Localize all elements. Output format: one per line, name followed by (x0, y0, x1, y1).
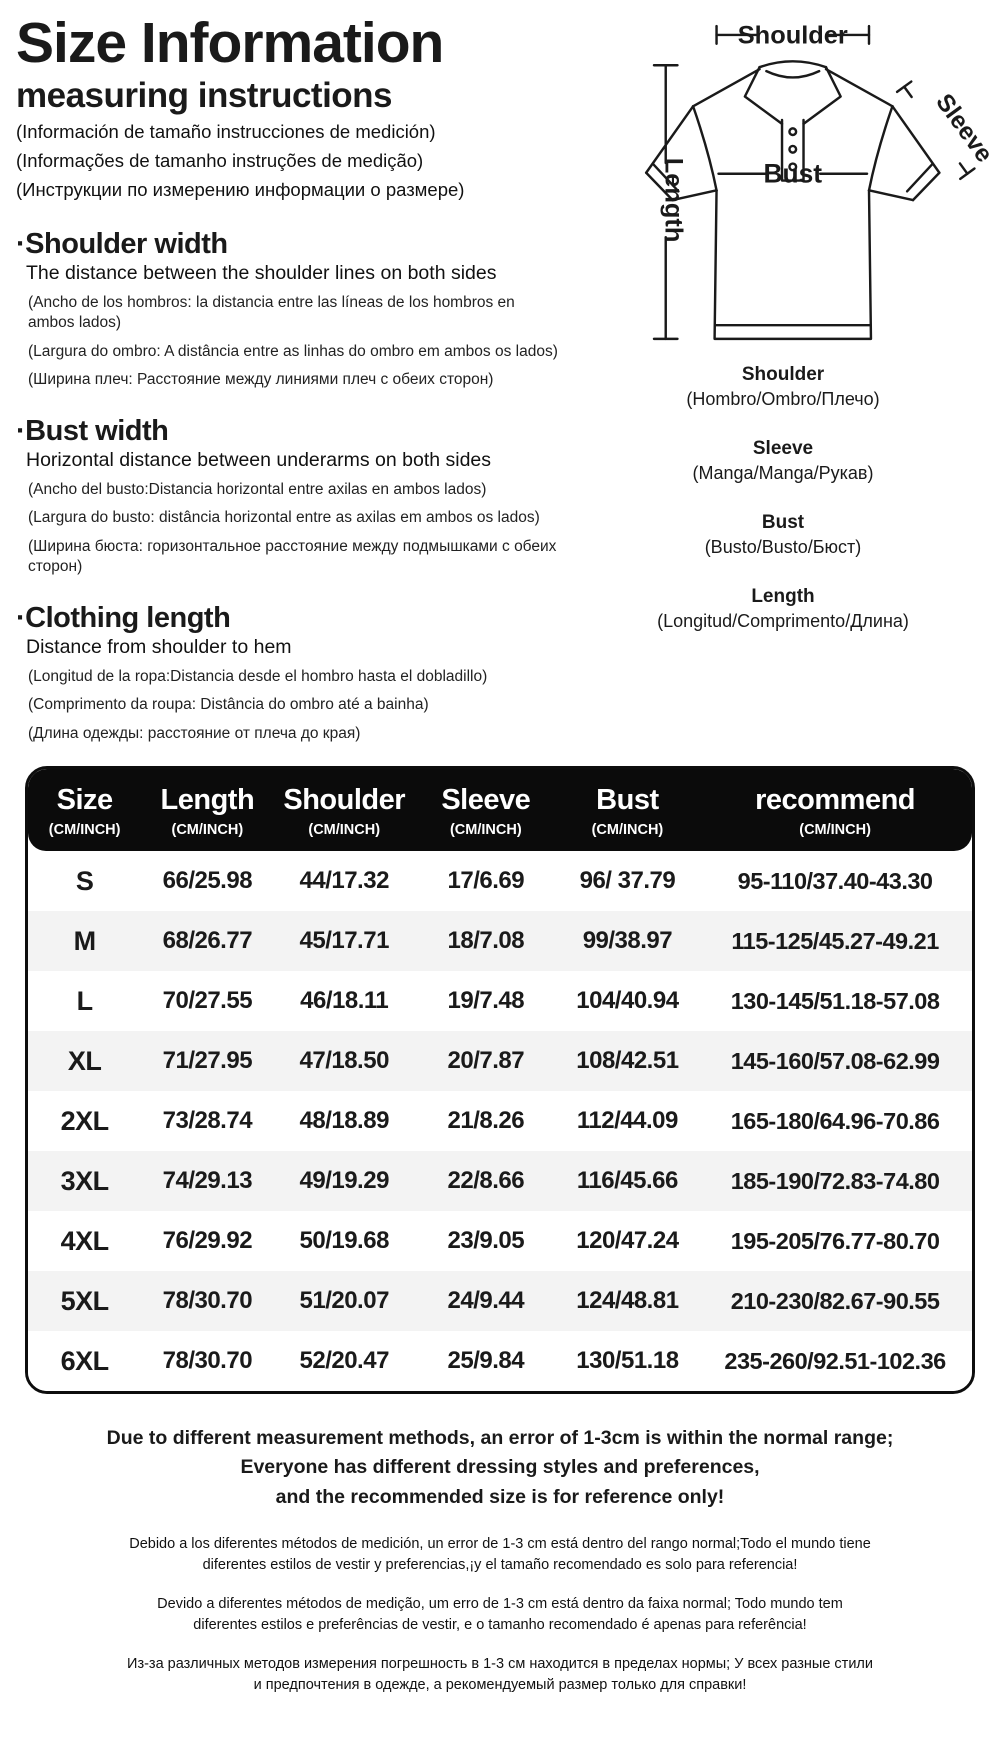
collar-back (760, 61, 826, 67)
table-row-xl (28, 1031, 972, 1091)
bullet: · (16, 414, 26, 447)
legend-term: Length (751, 586, 815, 607)
footer-line: и предпочтения в одежде, а рекомендуемый размер только для справки! (253, 1676, 747, 1693)
cell-sleeve: 22/8.66 (447, 1167, 525, 1194)
footer-line: Из-за различных методов измерения погрешность в 1-3 см находится в пределах нормы; У всех разные стили (127, 1655, 873, 1672)
table-row-6xl (28, 1331, 972, 1391)
legend-sleeve (568, 438, 998, 484)
diagram-legend (568, 364, 998, 632)
section-translation-es: (Longitud de la ropa:Distancia desde el hombro hasta el dobladillo) (28, 668, 488, 686)
bullet: · (16, 227, 26, 260)
cell-sleeve: 24/9.44 (447, 1287, 525, 1314)
section-translation-es: (Ancho del busto:Distancia horizontal entre axilas en ambos lados) (28, 481, 487, 499)
cell-bust: 116/45.66 (576, 1167, 678, 1194)
cell-length: 74/29.13 (162, 1167, 253, 1194)
cell-size: L (76, 985, 93, 1016)
footer-spanish (20, 1534, 980, 1576)
column-header-bust (557, 784, 699, 838)
column-header-shoulder (273, 784, 415, 838)
instructions-column (16, 10, 568, 752)
armhole-right (869, 106, 892, 190)
section-description: Distance from shoulder to hem (26, 636, 292, 659)
page-title: Size Information (16, 11, 444, 75)
footer-line: Due to different measurement methods, an error of 1-3cm is within the normal range; (106, 1427, 894, 1449)
cell-size: S (75, 865, 94, 896)
legend-bust (568, 512, 998, 558)
cell-length: 70/27.55 (162, 987, 253, 1014)
column-title: Bust (596, 784, 659, 816)
polo-shirt-diagram (568, 14, 998, 352)
table-row-m (28, 911, 972, 971)
cell-shoulder: 47/18.50 (299, 1047, 389, 1074)
column-unit-label: (CM/INCH) (799, 822, 871, 838)
cell-shoulder: 49/19.29 (299, 1167, 389, 1194)
cell-recommend: 235-260/92.51-102.36 (724, 1347, 946, 1374)
section-bust-width (16, 416, 568, 577)
subtitle-translation-ru: (Инструкции по измерению информации о размере) (16, 178, 465, 200)
footer-line: diferentes estilos e preferências de vestir, e o tamanho recomendado é apenas para referência! (193, 1616, 807, 1633)
footer-line: Everyone has different dressing styles and preferences, (240, 1456, 760, 1479)
cell-recommend: 165-180/64.96-70.86 (730, 1107, 940, 1134)
cell-sleeve: 20/7.87 (447, 1047, 525, 1074)
diagram-label-sleeve: Sleeve (930, 89, 998, 168)
footer-line: Debido a los diferentes métodos de medición, un error de 1-3 cm está dentro del rango normal;Todo el mundo tiene (129, 1535, 871, 1552)
cell-sleeve: 19/7.48 (447, 987, 525, 1014)
legend-translation: (Hombro/Ombro/Плечо) (686, 389, 880, 409)
column-header-sleeve (415, 784, 557, 838)
cell-recommend: 195-205/76.77-80.70 (730, 1227, 940, 1254)
cell-bust: 120/47.24 (576, 1227, 679, 1254)
cuff-line-right (907, 164, 932, 191)
section-heading (16, 416, 568, 446)
section-heading (16, 229, 568, 259)
cell-bust: 96/ 37.79 (579, 867, 676, 894)
legend-translation: (Busto/Busto/Бюст) (704, 537, 862, 557)
cell-size: M (73, 925, 96, 956)
cell-bust: 130/51.18 (576, 1347, 679, 1374)
section-clothing-length (16, 603, 568, 744)
cell-recommend: 115-125/45.27-49.21 (731, 927, 939, 954)
cell-bust: 104/40.94 (576, 987, 679, 1014)
section-translation-pt: (Largura do busto: distância horizontal entre as axilas em ambos os lados) (28, 509, 540, 527)
bullet: · (16, 601, 26, 634)
column-unit-label: (CM/INCH) (48, 822, 121, 838)
shirt-body (715, 190, 871, 339)
size-table-header (28, 769, 972, 851)
column-title: Length (160, 784, 255, 816)
diagram-label-shoulder: Shoulder (737, 21, 848, 50)
cell-size: 5XL (60, 1285, 109, 1316)
cell-size: XL (67, 1045, 102, 1076)
column-title: recommend (755, 784, 916, 816)
footer-russian (20, 1654, 980, 1696)
cell-shoulder: 48/18.89 (299, 1107, 389, 1134)
section-description: The distance between the shoulder lines on both sides (26, 262, 497, 285)
table-row-l (28, 971, 972, 1031)
legend-term: Shoulder (741, 364, 825, 385)
column-header-size (28, 784, 141, 838)
section-translation-ru: (Длина одежды: расстояние от плеча до края) (28, 724, 361, 742)
cell-bust: 112/44.09 (576, 1107, 678, 1134)
column-unit-label: (CM/INCH) (449, 822, 522, 838)
section-translation-es: (Ancho de los hombros: la distancia entre las líneas de los hombros en ambos lados) (28, 294, 515, 332)
cell-recommend: 95-110/37.40-43.30 (737, 867, 933, 894)
cell-sleeve: 17/6.69 (447, 867, 525, 894)
cell-recommend: 145-160/57.08-62.99 (730, 1047, 940, 1074)
cell-shoulder: 50/19.68 (299, 1227, 389, 1254)
cell-shoulder: 46/18.11 (300, 987, 389, 1014)
column-header-recommend (698, 784, 972, 838)
footer-line: Devido a diferentes métodos de medição, um erro de 1-3 cm está dentro da faixa normal; Todo mundo tem (157, 1595, 843, 1612)
page-subtitle: measuring instructions (16, 76, 393, 116)
button (789, 146, 796, 153)
legend-length (568, 586, 998, 632)
cell-shoulder: 52/20.47 (299, 1347, 389, 1374)
cell-sleeve: 23/9.05 (447, 1227, 525, 1254)
footer-line: and the recommended size is for reference only! (275, 1485, 725, 1508)
column-unit-label: (CM/INCH) (171, 822, 244, 838)
column-title: Size (56, 784, 113, 816)
top-section (0, 0, 1000, 752)
cell-length: 78/30.70 (162, 1347, 253, 1374)
cell-recommend: 210-230/82.67-90.55 (730, 1287, 940, 1314)
section-title: Shoulder width (25, 227, 228, 260)
section-description: Horizontal distance between underarms on both sides (26, 449, 492, 472)
cell-length: 68/26.77 (162, 927, 253, 954)
legend-translation: (Longitud/Comprimento/Длина) (657, 611, 909, 631)
cell-size: 2XL (60, 1105, 109, 1136)
size-table (25, 766, 975, 1394)
column-unit-label: (CM/INCH) (591, 822, 664, 838)
cell-size: 6XL (60, 1345, 109, 1376)
footer-portuguese (20, 1594, 980, 1636)
table-row-3xl (28, 1151, 972, 1211)
legend-term: Sleeve (752, 438, 814, 459)
armhole-left (693, 106, 716, 190)
column-title: Shoulder (283, 784, 406, 816)
section-title: Clothing length (25, 601, 231, 634)
column-header-length (141, 784, 273, 838)
cell-size: 4XL (60, 1225, 109, 1256)
cell-shoulder: 44/17.32 (299, 867, 389, 894)
collar-inner (766, 71, 819, 77)
section-heading (16, 603, 568, 633)
table-row-5xl (28, 1271, 972, 1331)
footer-english (20, 1424, 980, 1512)
cell-bust: 99/38.97 (582, 927, 673, 954)
subtitle-translation-es: (Información de tamaño instrucciones de medición) (16, 121, 436, 143)
cell-size: 3XL (60, 1165, 109, 1196)
table-row-2xl (28, 1091, 972, 1151)
section-shoulder-width (16, 229, 568, 390)
cell-sleeve: 25/9.84 (447, 1347, 525, 1374)
cell-recommend: 185-190/72.83-74.80 (730, 1167, 940, 1194)
cell-bust: 124/48.81 (576, 1287, 679, 1314)
column-title: Sleeve (441, 784, 531, 816)
section-translation-ru: (Ширина бюста: горизонтальное расстояние между подмышками с обеих сторон) (28, 537, 557, 575)
cell-length: 73/28.74 (162, 1107, 253, 1134)
footer-notes (0, 1424, 1000, 1696)
section-translation-pt: (Comprimento da roupa: Distância do ombro até a bainha) (28, 696, 429, 714)
section-translation-ru: (Ширина плеч: Расстояние между линиями плеч с обеих сторон) (28, 370, 494, 388)
legend-term: Bust (761, 512, 805, 533)
cell-length: 66/25.98 (162, 867, 253, 894)
cell-bust: 108/42.51 (576, 1047, 679, 1074)
legend-shoulder (568, 364, 998, 410)
column-unit-label: (CM/INCH) (308, 822, 381, 838)
cell-recommend: 130-145/51.18-57.08 (730, 987, 940, 1014)
cell-shoulder: 51/20.07 (299, 1287, 389, 1314)
cell-length: 71/27.95 (162, 1047, 253, 1074)
diagram-label-length: Length (659, 157, 688, 243)
cell-sleeve: 18/7.08 (447, 927, 525, 954)
cell-sleeve: 21/8.26 (447, 1107, 525, 1134)
diagram-label-bust: Bust (763, 158, 823, 189)
subtitle-translation-pt: (Informações de tamanho instruções de medição) (16, 150, 424, 172)
size-table-body (28, 851, 972, 1391)
cell-shoulder: 45/17.71 (299, 927, 389, 954)
legend-translation: (Manga/Manga/Рукав) (692, 463, 874, 483)
table-row-4xl (28, 1211, 972, 1271)
diagram-column (568, 10, 998, 752)
footer-line: diferentes estilos de vestir y preferencias,¡y el tamaño recomendado es solo para referencia! (202, 1556, 798, 1573)
cell-length: 78/30.70 (162, 1287, 253, 1314)
cell-length: 76/29.92 (162, 1227, 253, 1254)
table-row-s (28, 851, 972, 911)
button (789, 128, 796, 135)
section-title: Bust width (25, 414, 169, 447)
section-translation-pt: (Largura do ombro: A distância entre as linhas do ombro em ambos os lados) (28, 342, 558, 360)
